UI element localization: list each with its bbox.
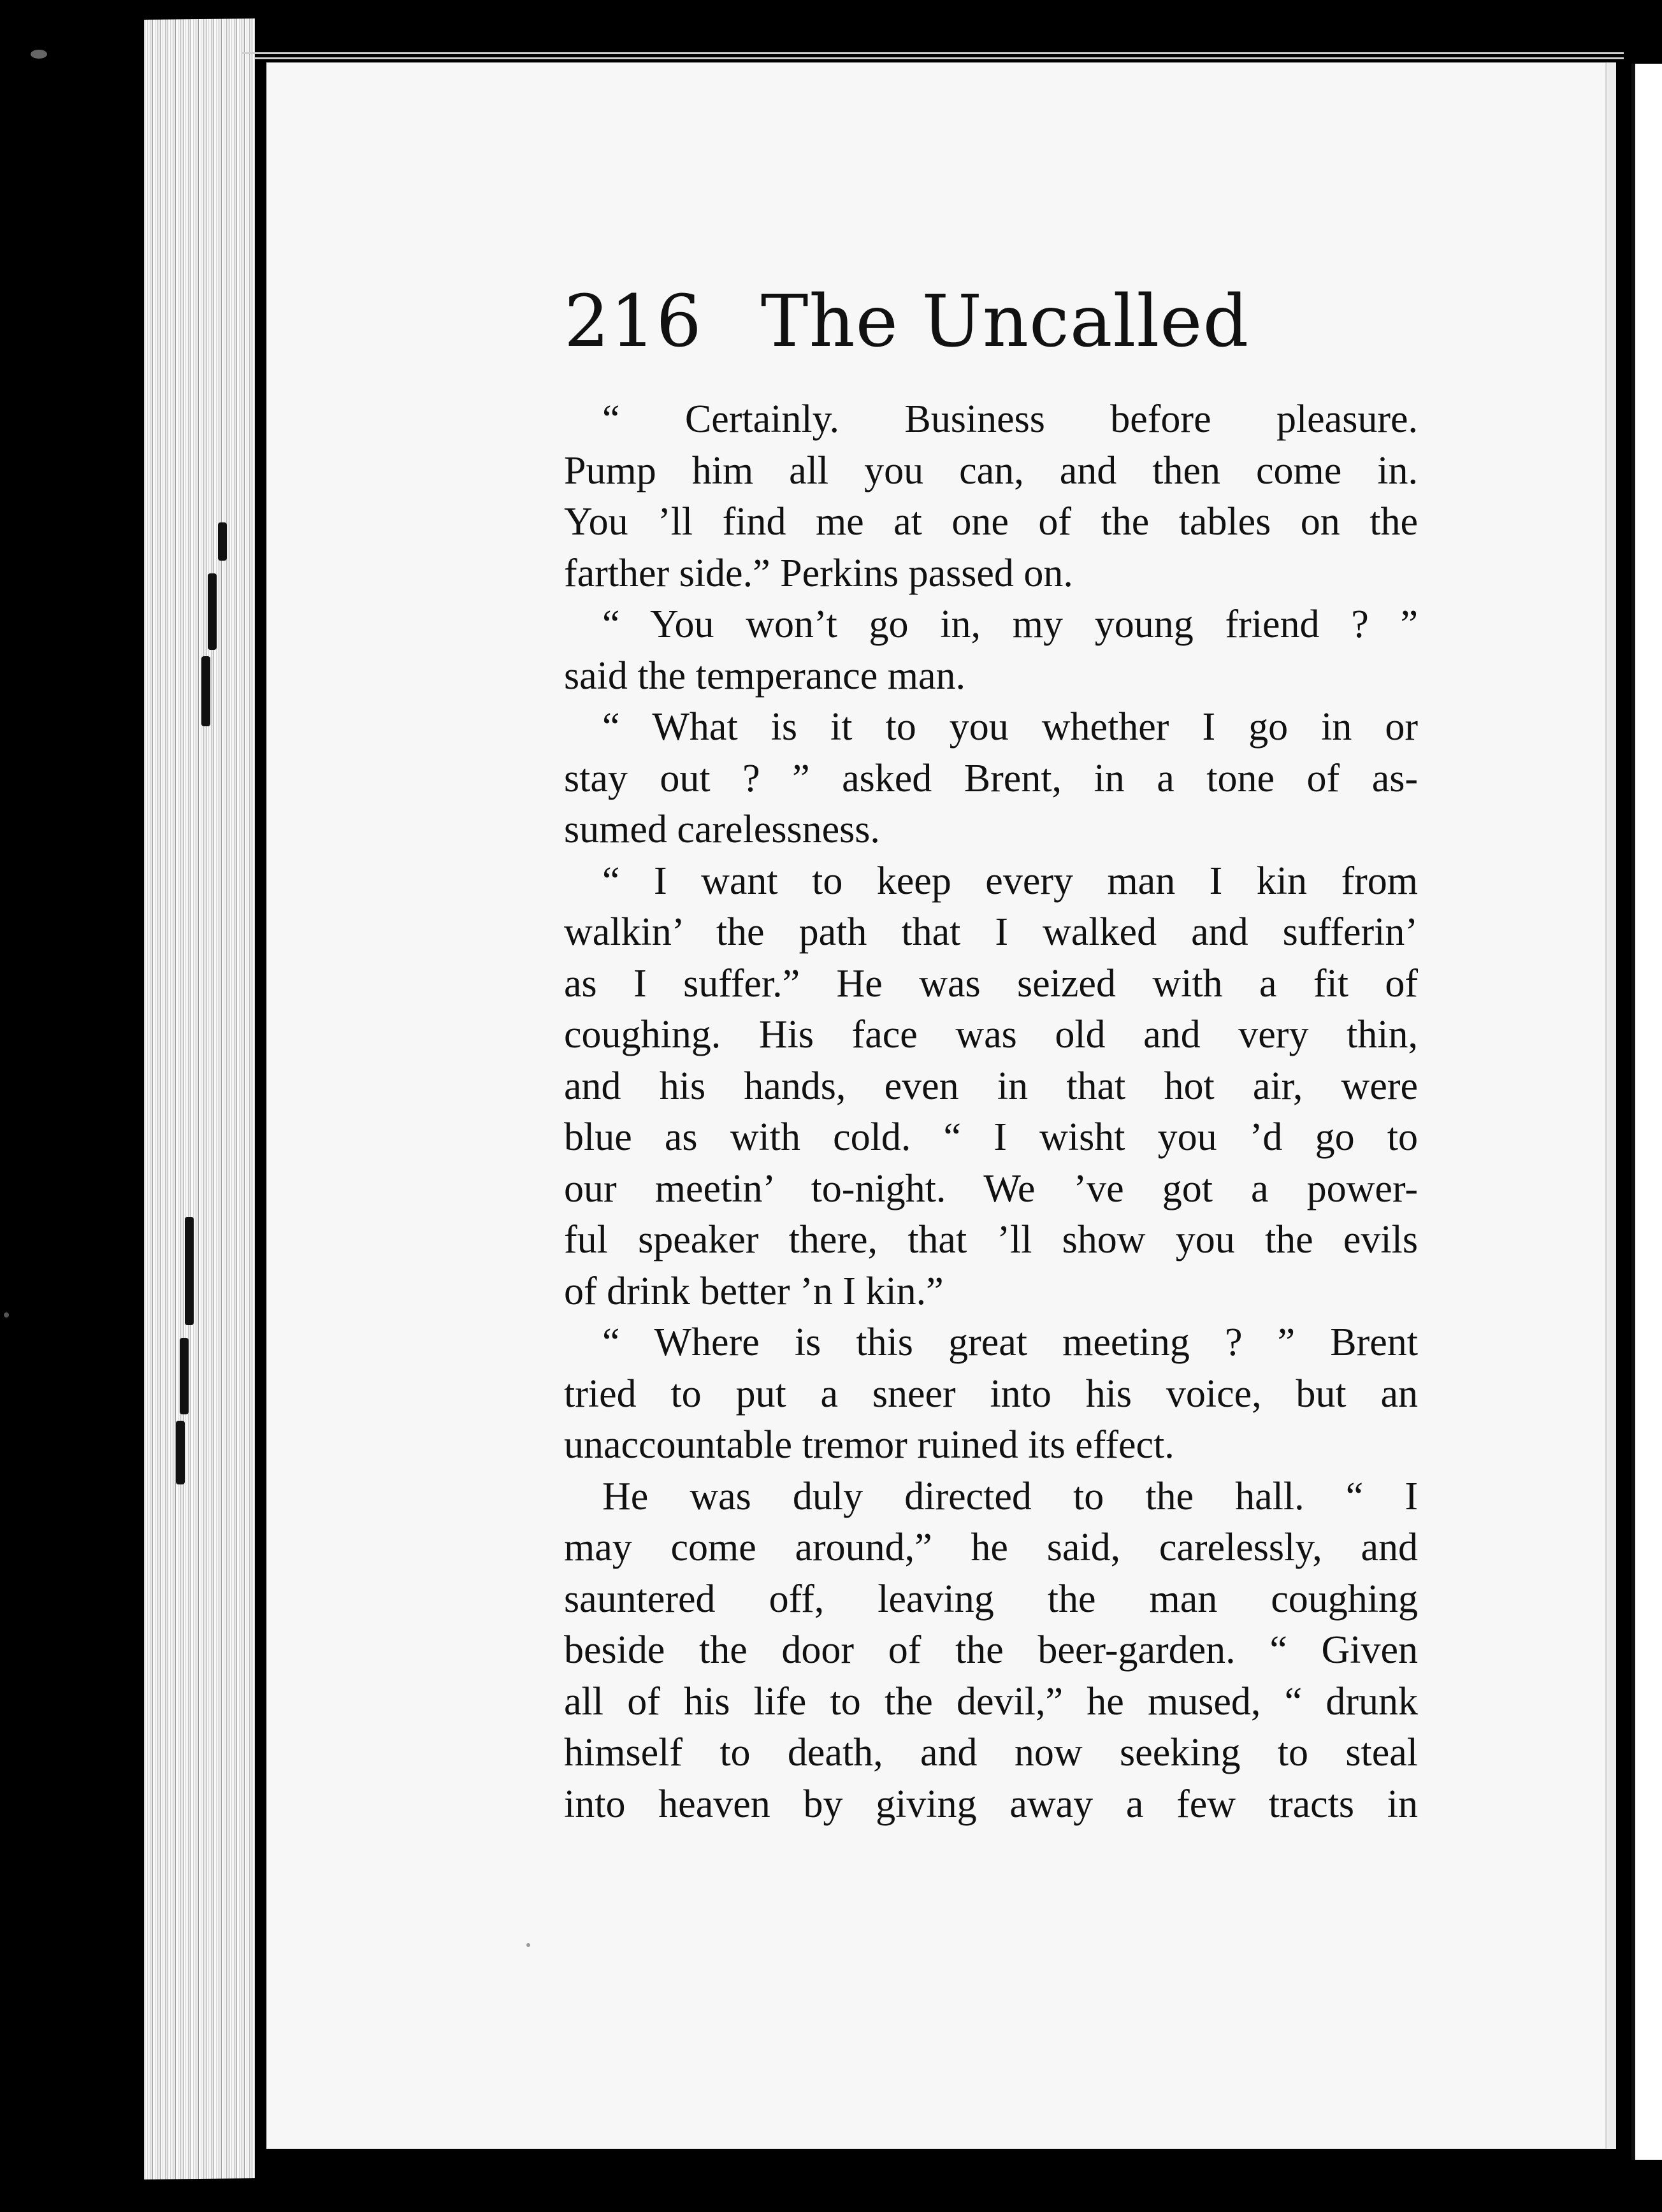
text-line: farther side.” Perkins passed on. xyxy=(564,551,1073,595)
text-line: himself to death, and now seeking to steal xyxy=(564,1731,1418,1774)
text-line: into heaven by giving away a few tracts in xyxy=(564,1782,1418,1826)
edge-mark xyxy=(180,1338,189,1414)
text-line: blue as with cold. “ I wisht you ’d go to xyxy=(564,1116,1418,1159)
scan-speck xyxy=(31,50,47,59)
text-line: walkin’ the path that I walked and sufferin’ xyxy=(564,910,1418,954)
text-line: and his hands, even in that hot air, were xyxy=(564,1064,1418,1108)
edge-mark xyxy=(185,1217,194,1325)
text-line: beside the door of the beer-garden. “ Given xyxy=(564,1628,1418,1672)
edge-mark xyxy=(208,573,217,650)
page-body-text xyxy=(564,394,1418,1830)
page-stack-line xyxy=(242,52,1624,54)
text-line: “ Certainly. Business before pleasure. xyxy=(602,398,1418,441)
text-line: may come around,” he said, carelessly, and xyxy=(564,1526,1418,1569)
book-title: The Uncalled xyxy=(760,280,1250,363)
text-line: You ’ll find me at one of the tables on the xyxy=(564,500,1418,543)
text-line: as I suffer.” He was seized with a fit of xyxy=(564,961,1418,1005)
text-line: ful speaker there, that ’ll show you the evils xyxy=(564,1218,1418,1261)
text-line: of drink better ’n I kin.” xyxy=(564,1269,944,1313)
text-line: sumed carelessness. xyxy=(564,808,880,851)
text-line: “ What is it to you whether I go in or xyxy=(602,705,1418,749)
text-line: said the temperance man. xyxy=(564,654,966,698)
text-line: our meetin’ to-night. We ’ve got a power- xyxy=(564,1167,1418,1210)
book-fore-edge xyxy=(140,18,255,2180)
running-head xyxy=(564,280,1249,363)
scan-speck xyxy=(4,1312,9,1318)
edge-mark xyxy=(218,522,227,561)
text-line: tried to put a sneer into his voice, but an xyxy=(564,1372,1418,1416)
edge-mark xyxy=(201,656,210,726)
text-line: He was duly directed to the hall. “ I xyxy=(602,1474,1418,1518)
text-line: “ Where is this great meeting ? ” Brent xyxy=(602,1321,1418,1364)
text-line: “ I want to keep every man I kin from xyxy=(602,859,1418,903)
scan-speck xyxy=(526,1943,530,1947)
binding-shadow xyxy=(135,0,144,2212)
text-line: all of his life to the devil,” he mused, “ drunk xyxy=(564,1679,1418,1723)
adjacent-page-edge xyxy=(1631,64,1662,2160)
edge-mark xyxy=(176,1421,185,1484)
text-line: unaccountable tremor ruined its effect. xyxy=(564,1423,1174,1467)
text-line: “ You won’t go in, my young friend ? ” xyxy=(602,603,1418,646)
page-number: 216 xyxy=(564,280,702,363)
text-line: Pump him all you can, and then come in. xyxy=(564,449,1418,492)
text-line: stay out ? ” asked Brent, in a tone of as- xyxy=(564,756,1418,800)
text-line: coughing. His face was old and very thin, xyxy=(564,1013,1418,1056)
page-right-edge xyxy=(1605,62,1616,2149)
text-line: sauntered off, leaving the man coughing xyxy=(564,1577,1418,1621)
page-stack-line xyxy=(255,57,1624,59)
